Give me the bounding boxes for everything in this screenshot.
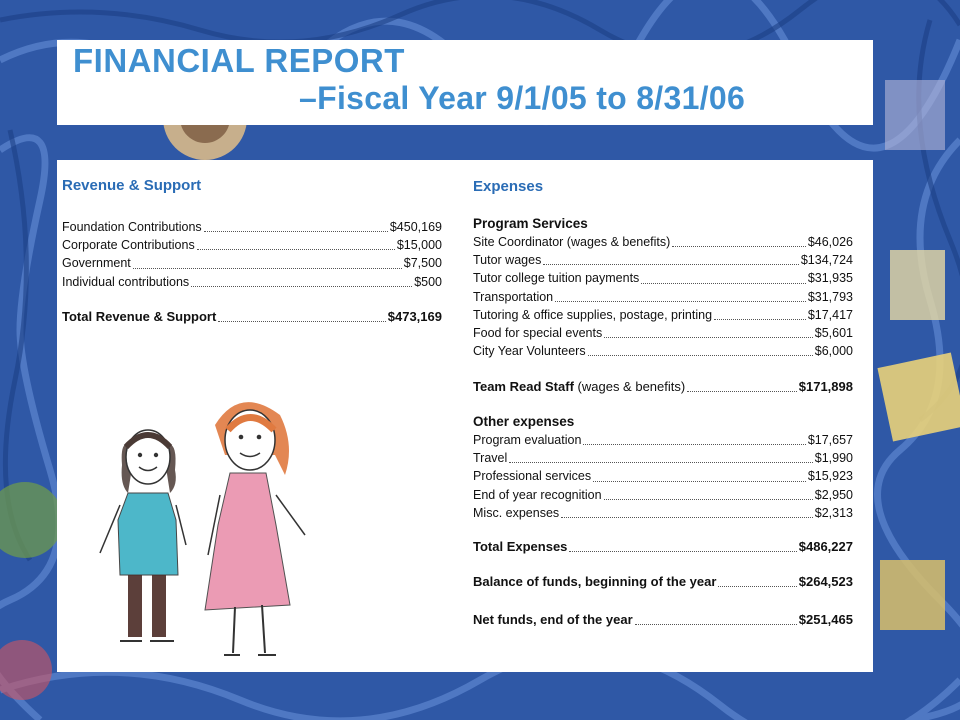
expense-row: Misc. expenses $2,313 — [473, 505, 853, 520]
report-title: FINANCIAL REPORT — [73, 42, 405, 79]
expense-row: End of year recognition $2,950 — [473, 487, 853, 502]
title-panel — [57, 40, 873, 125]
revenue-list — [62, 218, 442, 291]
balance-beginning-row: Balance of funds, beginning of the year $264,523 — [473, 574, 853, 589]
children-drawing-illustration — [90, 385, 350, 670]
revenue-row: Foundation Contributions $450,169 — [62, 220, 442, 234]
fiscal-year-subtitle: –Fiscal Year 9/1/05 to 8/31/06 — [299, 80, 746, 116]
net-funds-row: Net funds, end of the year $251,465 — [473, 612, 853, 627]
program-services-heading: Program Services — [473, 216, 588, 231]
revenue-heading: Revenue & Support — [62, 177, 202, 194]
left-figure-drawing — [100, 430, 186, 641]
expense-row: City Year Volunteers $6,000 — [473, 344, 853, 359]
expense-row: Tutoring & office supplies, postage, printing $17,417 — [473, 307, 853, 322]
revenue-total: Total Revenue & Support $473,169 — [62, 309, 442, 324]
expense-row: Food for special events $5,601 — [473, 326, 853, 341]
total-expenses-row: Total Expenses $486,227 — [473, 539, 853, 554]
expense-row: Professional services $15,923 — [473, 469, 853, 484]
expense-row: Transportation $31,793 — [473, 289, 853, 304]
revenue-row: Corporate Contributions $15,000 — [62, 238, 442, 253]
program-services-block — [473, 215, 853, 360]
expense-row: Tutor college tuition payments $31,935 — [473, 271, 853, 286]
expense-row: Tutor wages $134,724 — [473, 253, 853, 268]
team-read-staff-row: Team Read Staff (wages & benefits) $171,898 — [473, 379, 853, 394]
expense-row: Site Coordinator (wages & benefits) $46,026 — [473, 235, 853, 249]
expenses-heading: Expenses — [473, 178, 544, 195]
right-figure-drawing — [205, 402, 305, 655]
revenue-row: Individual contributions $500 — [62, 274, 442, 289]
expense-row: Program evaluation $17,657 — [473, 433, 853, 447]
other-expenses-block — [473, 413, 853, 522]
expense-row: Travel $1,990 — [473, 451, 853, 466]
revenue-row: Government $7,500 — [62, 256, 442, 271]
other-expenses-heading: Other expenses — [473, 414, 575, 429]
